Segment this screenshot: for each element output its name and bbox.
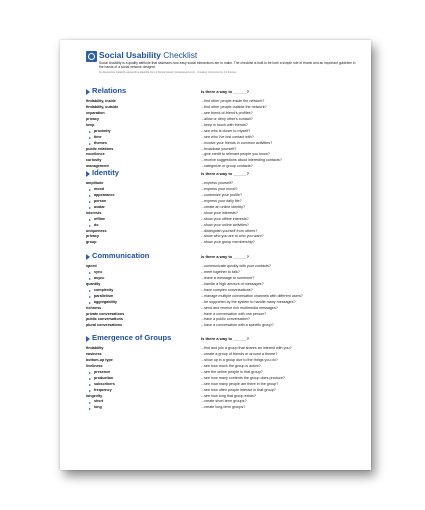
criterion-label: complexity	[94, 287, 114, 292]
criterion-question: ...distinguish yourself from others?	[201, 228, 258, 233]
criterion-label: richness	[86, 305, 102, 310]
criterion-question: ...express yourself?	[201, 181, 233, 185]
criterion-question: ...show your online activities?	[201, 222, 249, 227]
criterion-label: uniqueness	[86, 228, 107, 233]
section-arrow-icon	[86, 336, 90, 342]
criterion-label: mood	[94, 186, 105, 191]
section-arrow-icon	[86, 171, 90, 177]
criterion-label: findability	[86, 346, 104, 350]
criterion-label: findability, outside	[86, 104, 119, 109]
criterion-label: production	[94, 375, 114, 380]
criterion-question: ...have a conversation with a specific group?	[201, 323, 274, 328]
criterion-label: keep	[86, 122, 95, 127]
section-question: Is there a way to ______?	[201, 171, 250, 176]
section-question: Is there a way to ______?	[201, 254, 250, 259]
criterion-label: proximity	[94, 128, 111, 133]
criterion-question: ...create long-term groups?	[201, 405, 246, 410]
criterion-label: easiness	[86, 351, 102, 356]
logo-icon	[86, 51, 97, 62]
checklist-row	[86, 323, 360, 329]
criterion-question: ...see how often people interact in that group?	[201, 387, 276, 392]
criterion-question: ...see who I've lost contact with?	[201, 134, 254, 139]
criterion-question: ...allow or deny other's contact?	[201, 116, 253, 121]
criterion-label: long	[94, 405, 102, 410]
criterion-question: ...see the online people in that group?	[201, 369, 263, 374]
criterion-label: themes	[94, 140, 107, 145]
criterion-question: ...see how many people are there in the group?	[201, 381, 279, 386]
criterion-question: ...see who is closer to myself?	[201, 128, 251, 133]
section-arrow-icon	[86, 89, 90, 95]
criterion-label: time	[94, 134, 102, 139]
criterion-question: ...express your mood?	[201, 186, 238, 191]
criterion-question: ...categorize or group contacts?	[201, 164, 253, 169]
criterion-question: ...show your interests?	[201, 210, 238, 215]
section-question: Is there a way to ______?	[201, 336, 250, 341]
title-light: Checklist	[160, 50, 198, 60]
section-emergence-of-groups	[86, 334, 360, 411]
section-title: Relations	[92, 86, 127, 95]
checklist-page	[60, 40, 371, 470]
section-heading	[86, 334, 360, 346]
criterion-question: ...show who you are to who you want?	[201, 234, 264, 239]
criterion-label: offline	[94, 216, 106, 221]
criterion-question: ...have a conversation with one person?	[201, 311, 267, 316]
document-title	[99, 50, 197, 60]
criterion-question: ...create an online identity?	[201, 204, 246, 209]
criterion-question: ...see friend-of-friend's profiles?	[201, 110, 253, 115]
criterion-label: quantity	[86, 281, 101, 286]
criterion-label: speed	[86, 264, 97, 268]
criterion-label: presence	[94, 369, 111, 374]
criterion-label: bottom-up type	[86, 357, 113, 362]
criterion-question: ...send and receive rich multimedia messages?	[201, 305, 278, 310]
checklist-row	[86, 405, 360, 411]
criterion-question: ...have a public conversation?	[201, 317, 250, 322]
criterion-label: async	[94, 275, 105, 280]
criterion-label: frequency	[94, 387, 112, 392]
criterion-label: excellence	[86, 152, 105, 157]
criterion-question: ...create a group of friends or around a theme?	[201, 351, 278, 356]
section-heading	[86, 87, 360, 99]
checklist-row	[86, 240, 360, 246]
criterion-question: ...find other people inside the network?	[201, 99, 265, 103]
criterion-label: liveliness	[86, 363, 103, 368]
criterion-question: ...receive suggestions about interesting contacts?	[201, 158, 282, 163]
criterion-label: longevity	[86, 393, 103, 398]
criterion-label: avatar	[94, 204, 105, 209]
criterion-question: ...give credit to relevant people you know?	[201, 152, 270, 157]
section-title: Identity	[92, 168, 120, 177]
criterion-question: ...show your group membership?	[201, 240, 255, 245]
section-communication	[86, 252, 360, 329]
section-arrow-icon	[86, 254, 90, 260]
criterion-question: ...see how many contents the group does produce?	[201, 375, 285, 380]
criterion-question: ...customize your profile?	[201, 192, 242, 197]
criterion-label: parallelism	[94, 293, 114, 298]
criterion-label: amplitude	[86, 181, 104, 185]
criterion-question: ...find other people outside the network?	[201, 104, 267, 109]
section-heading	[86, 169, 360, 181]
criterion-label: privacy	[86, 234, 99, 239]
title-strong: Social Usability	[99, 50, 161, 60]
section-title: Communication	[92, 251, 150, 260]
criterion-label: privacy	[86, 116, 99, 121]
criterion-question: ...broadcast yourself?	[201, 146, 237, 151]
criterion-question: ...communicate quickly with your contacts?	[201, 264, 271, 268]
criterion-label: separation	[86, 110, 105, 115]
criterion-label: interests	[86, 210, 102, 215]
criterion-label: public conversations	[86, 317, 123, 322]
criterion-question: ...create short-term groups?	[201, 399, 247, 404]
criterion-question: ...be supported by the system to handle many messages?	[201, 299, 296, 304]
credit-line: by Alexandros Kalaitzis alexandros.kalaitzis.com & Nicola Cesari (nicolacesari.com) · Creative Commons by 3.0 license	[99, 71, 237, 74]
criterion-question: ...see how long that group exists?	[201, 393, 256, 398]
criterion-label: appearance	[94, 192, 115, 197]
criterion-label: group	[86, 240, 97, 245]
criterion-question: ...leave a message to someone?	[201, 275, 255, 280]
criterion-label: plural conversations	[86, 323, 123, 328]
section-heading	[86, 252, 360, 264]
criterion-question: ...express your daily life?	[201, 198, 242, 203]
section-question: Is there a way to ______?	[201, 89, 250, 94]
criterion-question: ...have complex conversations?	[201, 287, 253, 292]
criterion-question: ...show your offline interests?	[201, 216, 249, 221]
criterion-label: curiosity	[86, 158, 102, 163]
criterion-question: ...meet together to talk?	[201, 269, 240, 274]
section-identity	[86, 169, 360, 246]
criterion-label: person	[94, 198, 107, 203]
criterion-question: ...keep in touch with friends?	[201, 122, 248, 127]
criterion-label: do	[94, 222, 99, 227]
criterion-question: ...show up in a group due to the things you do?	[201, 357, 278, 362]
section-title: Emergence of Groups	[92, 333, 172, 342]
intro-text: Social Usability is a quality attribute that assesses how easy social interactions are to make. The checklist is built to be both a simple rule of thumb and an important guideline in the hands of a social network designer.	[99, 61, 356, 70]
section-relations	[86, 87, 360, 170]
criterion-label: subscribers	[94, 381, 115, 386]
criterion-question: ...manage multiple conversation channels with different users?	[201, 293, 303, 298]
criterion-question: ...handle a high amount of messages?	[201, 281, 264, 286]
criterion-label: public relations	[86, 146, 114, 151]
criterion-question: ...involve your friends in common activities?	[201, 140, 273, 145]
criterion-label: private conversations	[86, 311, 125, 316]
criterion-label: short	[94, 399, 104, 404]
criterion-question: ...find and join a group that shares an interest with you?	[201, 346, 292, 350]
criterion-label: aggregability	[94, 299, 117, 304]
criterion-label: management	[86, 164, 109, 169]
criterion-label: sync	[94, 269, 103, 274]
criterion-label: findability, inside	[86, 99, 116, 103]
criterion-question: ...see how much the group is active?	[201, 363, 261, 368]
